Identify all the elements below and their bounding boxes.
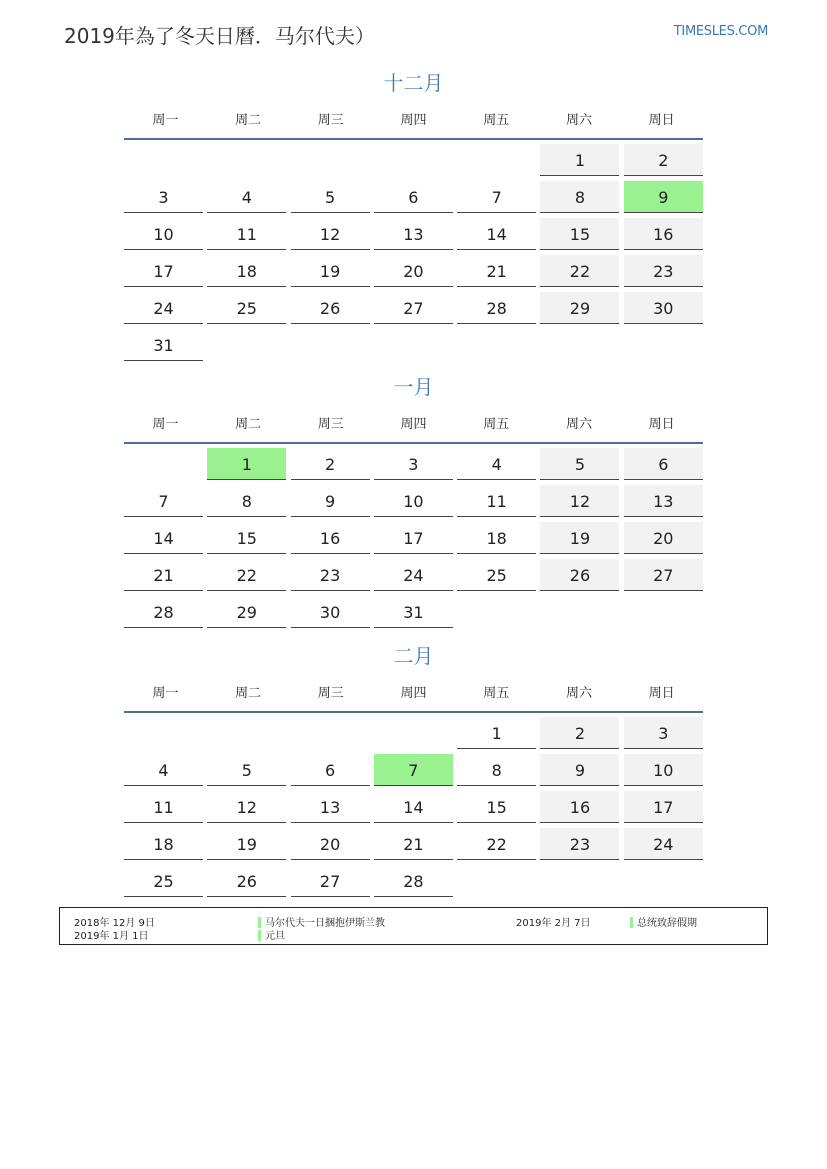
legend-date: 2018年 12月 9日 xyxy=(74,918,155,929)
empty-cell xyxy=(291,144,370,175)
day-cell: 22 xyxy=(540,255,619,287)
day-cell: 4 xyxy=(124,754,203,786)
weekday-label: 周一 xyxy=(152,416,179,432)
day-cell: 10 xyxy=(124,218,203,250)
day-cell: 22 xyxy=(207,559,286,591)
month-title: 二月 xyxy=(393,644,434,668)
weekday-label: 周日 xyxy=(648,685,675,701)
day-cell: 13 xyxy=(374,218,453,250)
site-link[interactable]: TIMESLES.COM xyxy=(673,24,768,39)
day-cell: 12 xyxy=(540,485,619,517)
day-cell: 3 xyxy=(124,181,203,213)
day-cell: 21 xyxy=(124,559,203,591)
holiday-color-mark xyxy=(258,930,261,941)
day-cell: 12 xyxy=(207,791,286,823)
day-cell: 11 xyxy=(207,218,286,250)
day-cell: 11 xyxy=(457,485,536,517)
day-cell: 18 xyxy=(124,828,203,860)
empty-cell xyxy=(124,448,203,479)
day-cell: 30 xyxy=(624,292,703,324)
day-cell: 16 xyxy=(291,522,370,554)
holiday-day-cell: 9 xyxy=(624,181,703,213)
empty-cell xyxy=(291,717,370,748)
day-cell: 25 xyxy=(124,865,203,897)
day-cell: 23 xyxy=(624,255,703,287)
holiday-legend xyxy=(59,907,768,945)
weekday-label: 周四 xyxy=(400,685,427,701)
weekday-label: 周六 xyxy=(565,685,592,701)
weekday-label: 周三 xyxy=(317,112,344,128)
day-cell: 31 xyxy=(374,596,453,628)
weekday-label: 周二 xyxy=(235,112,262,128)
holiday-day-cell: 7 xyxy=(374,754,453,786)
day-cell: 9 xyxy=(291,485,370,517)
day-cell: 24 xyxy=(374,559,453,591)
day-cell: 31 xyxy=(124,329,203,361)
day-cell: 26 xyxy=(291,292,370,324)
day-cell: 10 xyxy=(624,754,703,786)
day-cell: 19 xyxy=(540,522,619,554)
legend-date: 2019年 1月 1日 xyxy=(74,931,149,942)
day-grid xyxy=(124,448,703,633)
holiday-day-cell: 1 xyxy=(207,448,286,480)
weekday-label: 周日 xyxy=(648,112,675,128)
day-cell: 21 xyxy=(457,255,536,287)
day-cell: 27 xyxy=(291,865,370,897)
day-cell: 6 xyxy=(374,181,453,213)
day-cell: 4 xyxy=(207,181,286,213)
day-cell: 20 xyxy=(374,255,453,287)
day-cell: 25 xyxy=(207,292,286,324)
day-cell: 23 xyxy=(291,559,370,591)
day-grid xyxy=(124,144,703,366)
holiday-color-mark xyxy=(630,917,633,928)
weekday-label: 周二 xyxy=(235,416,262,432)
month-february xyxy=(124,641,703,902)
empty-cell xyxy=(374,144,453,175)
day-cell: 28 xyxy=(124,596,203,628)
weekday-label: 周一 xyxy=(152,685,179,701)
day-cell: 25 xyxy=(457,559,536,591)
weekday-label: 周日 xyxy=(648,416,675,432)
legend-holiday-label: 马尔代夫一日捆抱伊斯兰教 xyxy=(265,918,385,929)
day-cell: 16 xyxy=(540,791,619,823)
weekday-label: 周六 xyxy=(565,112,592,128)
legend-holiday-label: 元旦 xyxy=(265,931,285,942)
day-cell: 29 xyxy=(207,596,286,628)
weekday-label: 周五 xyxy=(483,416,510,432)
legend-holiday-label: 总统致辞假期 xyxy=(637,918,697,929)
month-january xyxy=(124,372,703,633)
day-cell: 10 xyxy=(374,485,453,517)
empty-cell xyxy=(124,144,203,175)
day-cell: 5 xyxy=(540,448,619,480)
weekday-label: 周五 xyxy=(483,685,510,701)
day-cell: 15 xyxy=(540,218,619,250)
day-cell: 18 xyxy=(457,522,536,554)
day-cell: 9 xyxy=(540,754,619,786)
day-cell: 8 xyxy=(207,485,286,517)
day-cell: 29 xyxy=(540,292,619,324)
day-cell: 8 xyxy=(540,181,619,213)
legend-date: 2019年 2月 7日 xyxy=(516,918,591,929)
day-cell: 22 xyxy=(457,828,536,860)
day-cell: 17 xyxy=(624,791,703,823)
day-cell: 15 xyxy=(457,791,536,823)
day-cell: 19 xyxy=(207,828,286,860)
day-cell: 14 xyxy=(374,791,453,823)
page-title: 2019年為了冬天日曆．马尔代夫） xyxy=(64,24,375,48)
month-december xyxy=(124,68,703,366)
weekday-label: 周六 xyxy=(565,416,592,432)
day-cell: 2 xyxy=(540,717,619,749)
month-title: 十二月 xyxy=(383,71,444,95)
day-cell: 2 xyxy=(624,144,703,176)
day-cell: 2 xyxy=(291,448,370,480)
empty-cell xyxy=(207,717,286,748)
day-cell: 19 xyxy=(291,255,370,287)
day-cell: 18 xyxy=(207,255,286,287)
legend-holiday-name xyxy=(258,927,285,942)
day-cell: 1 xyxy=(457,717,536,749)
day-cell: 28 xyxy=(457,292,536,324)
weekday-label: 周四 xyxy=(400,112,427,128)
empty-cell xyxy=(124,717,203,748)
weekday-label: 周二 xyxy=(235,685,262,701)
day-cell: 12 xyxy=(291,218,370,250)
day-cell: 13 xyxy=(624,485,703,517)
day-cell: 26 xyxy=(540,559,619,591)
day-cell: 5 xyxy=(291,181,370,213)
weekday-header xyxy=(124,98,703,140)
day-cell: 17 xyxy=(124,255,203,287)
day-cell: 4 xyxy=(457,448,536,480)
day-cell: 7 xyxy=(457,181,536,213)
weekday-label: 周一 xyxy=(152,112,179,128)
day-cell: 14 xyxy=(124,522,203,554)
empty-cell xyxy=(457,144,536,175)
weekday-label: 周五 xyxy=(483,112,510,128)
weekday-header xyxy=(124,671,703,713)
day-cell: 8 xyxy=(457,754,536,786)
day-cell: 20 xyxy=(624,522,703,554)
day-cell: 27 xyxy=(624,559,703,591)
month-title: 一月 xyxy=(393,375,434,399)
day-cell: 27 xyxy=(374,292,453,324)
day-cell: 14 xyxy=(457,218,536,250)
day-cell: 23 xyxy=(540,828,619,860)
day-cell: 15 xyxy=(207,522,286,554)
day-cell: 21 xyxy=(374,828,453,860)
day-cell: 6 xyxy=(624,448,703,480)
weekday-label: 周三 xyxy=(317,416,344,432)
empty-cell xyxy=(207,144,286,175)
day-grid xyxy=(124,717,703,902)
day-cell: 6 xyxy=(291,754,370,786)
day-cell: 24 xyxy=(124,292,203,324)
day-cell: 3 xyxy=(624,717,703,749)
day-cell: 3 xyxy=(374,448,453,480)
weekday-label: 周三 xyxy=(317,685,344,701)
empty-cell xyxy=(374,717,453,748)
weekday-label: 周四 xyxy=(400,416,427,432)
day-cell: 1 xyxy=(540,144,619,176)
day-cell: 5 xyxy=(207,754,286,786)
day-cell: 20 xyxy=(291,828,370,860)
day-cell: 16 xyxy=(624,218,703,250)
day-cell: 17 xyxy=(374,522,453,554)
day-cell: 28 xyxy=(374,865,453,897)
day-cell: 13 xyxy=(291,791,370,823)
weekday-header xyxy=(124,402,703,444)
day-cell: 7 xyxy=(124,485,203,517)
day-cell: 24 xyxy=(624,828,703,860)
day-cell: 11 xyxy=(124,791,203,823)
day-cell: 26 xyxy=(207,865,286,897)
day-cell: 30 xyxy=(291,596,370,628)
legend-holiday-name xyxy=(630,914,697,929)
